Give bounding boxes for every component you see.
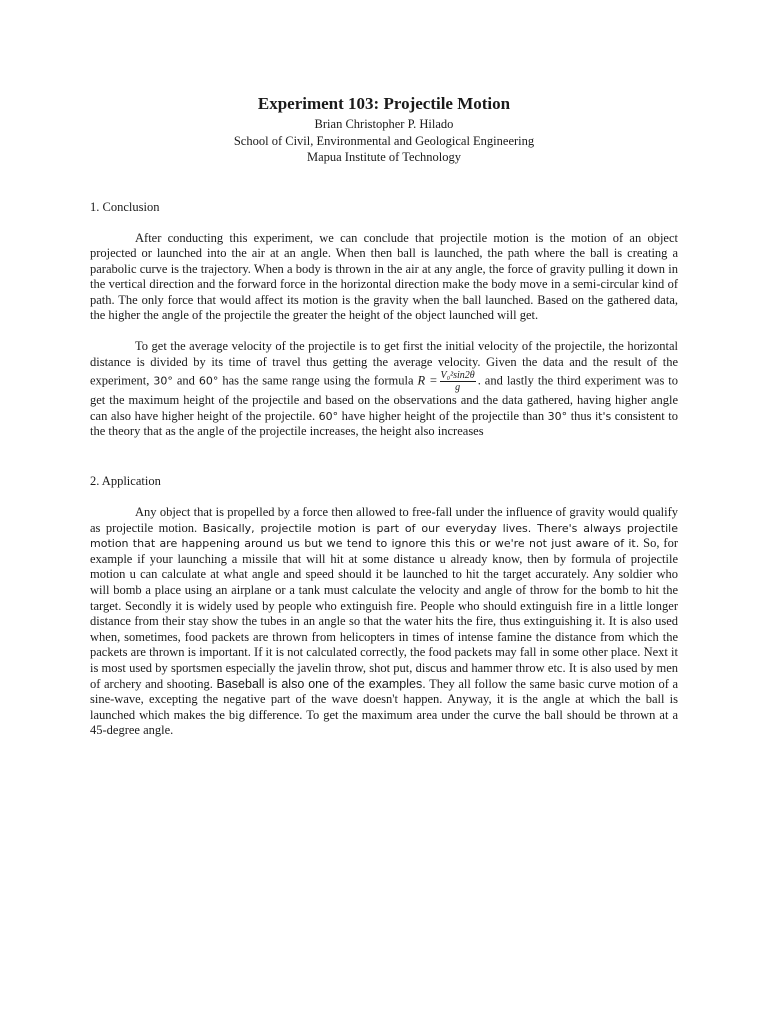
document-header	[90, 94, 678, 166]
formula-numerator: V₀²sin2θ	[440, 370, 475, 382]
application-section	[90, 473, 678, 739]
text-run: has the same range using the formula	[222, 373, 414, 388]
angle-30: 30°	[547, 409, 568, 423]
sans-font-sentence: Baseball is also one of the examples.	[216, 676, 426, 691]
document-title: Experiment 103: Projectile Motion	[257, 94, 511, 113]
conclusion-section	[90, 199, 678, 441]
alt-font-sentence: Basically, projectile motion is part of our everyday lives. There's always projectile motion that are happening around us but we tend to ignore this this or we're not just aware of it.	[90, 521, 678, 551]
text-run: To get the average velocity of the projectile is to get first the initial velocity of the projectile, the horizontal distance is divided by its time of travel thus getting the average velocity. Given the data and the result of the experiment,	[90, 339, 678, 388]
application-paragraph	[90, 505, 678, 739]
angle-60: 60°	[198, 374, 219, 388]
its-word: it's	[595, 409, 612, 423]
text-run: . and lastly the third experiment was to get the maximum height of the projectile and based on the observations and the data gathered, having higher angle can also have higher height of the projectile.	[90, 373, 679, 423]
text-run: thus	[570, 408, 592, 423]
conclusion-paragraph-2	[90, 339, 678, 440]
formula-denominator: g	[455, 382, 461, 394]
conclusion-heading: 1. Conclusion	[90, 199, 160, 214]
formula-lhs: R =	[417, 373, 438, 388]
angle-60: 60°	[318, 409, 339, 423]
author-name: Brian Christopher P. Hilado	[314, 117, 454, 131]
angle-30: 30°	[153, 374, 173, 388]
school-name: School of Civil, Environmental and Geological Engineering	[233, 133, 535, 148]
range-formula-fraction	[440, 370, 476, 393]
text-run: have higher height of the projectile than	[341, 408, 545, 423]
text-run: So, for example if your launching a missile that will hit at some distance u already know, then by formula of projectile motion u can calculate at what angle and speed should it be launched to hit the target accurately. Any soldier who will bomb a place using an airplane or a tank must calculate the velocity and angle of throw for the bomb to hit the target. Secondly it is widely used by people who extinguish fire. People who should extinguish fire in a little longer distance from their stay show the tubes in an angle so that the water hits the fire, thus extinguishing it. It is also used when, sometimes, food packets are thrown from helicopters in times of intense famine the distance from which the packets are thrown is important. If it is not calculated correctly, the food packets may fall in some other place. Next it is most used by sportsmen especially the javelin throw, shot put, discus and hammer throw etc. It is also used by men of archery and shooting.	[90, 536, 678, 691]
text-run: consistent to the theory that as the angle of the projectile increases, the height also increases	[90, 408, 679, 439]
application-heading: 2. Application	[90, 474, 161, 489]
institution-name: Mapua Institute of Technology	[306, 150, 462, 164]
conclusion-paragraph-1: After conducting this experiment, we can conclude that projectile motion is the motion of an object projected or launched into the air at an angle. When then ball is launched, the path where the ball is creating a parabolic curve is the trajectory. When a body is thrown in the air at any angle, the force of gravity pulling it down in the vertical direction and the forward force in the horizontal direction make the body move in a semi-circular kind of path. The only force that would affect its motion is the gravity when the ball launched. Based on the gathered data, the higher the angle of the projectile the greater the height of the object launched will get.	[90, 230, 678, 323]
text-run: and	[176, 373, 195, 388]
text-run: They all follow the same basic curve motion of a sine-wave, excepting the negative part of the wave doesn't happen. Anyway, it is the angle at which the ball is launched which makes the big difference. To get the maximum area under the curve the ball should be thrown at a 45-degree angle.	[90, 676, 678, 738]
text-run: Any object that is propelled by a force then allowed to free-fall under the influence of gravity would qualify as projectile motion.	[90, 505, 678, 535]
